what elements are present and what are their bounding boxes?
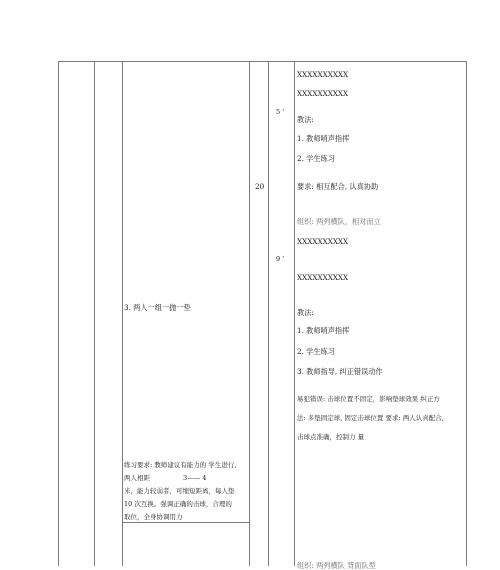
method-step: 1. 教师哨声指挥 <box>297 326 350 335</box>
requirement-line: 两人相距 3—— 4 <box>124 474 207 482</box>
col-border-3 <box>122 61 123 566</box>
col-border-7 <box>466 61 467 566</box>
method-heading: 教法: <box>297 115 314 124</box>
method-step: 1. 教师哨声指挥 <box>297 134 350 143</box>
method-step: 2. 学生练习 <box>297 154 335 163</box>
formation-row: XXXXXXXXXX <box>297 89 349 98</box>
requirement-note: 要求: 相互配合, 认真协助 <box>297 182 379 191</box>
method-heading: 教法: <box>297 308 314 317</box>
cell-divider <box>122 522 249 523</box>
table-top-border <box>58 61 466 62</box>
organization-note-cut: 组织: 两列横队 背面队型 <box>297 561 376 570</box>
col-border-4 <box>249 61 250 566</box>
requirement-line: 10 次互换。强调正确的击球，合理的 <box>124 500 232 508</box>
col-border-2 <box>94 61 95 566</box>
organization-note: 组织: 两列横队，相对而立 <box>297 217 381 226</box>
method-step: 3. 教师指导, 纠正错误动作 <box>297 367 383 376</box>
col-border-5 <box>268 61 269 566</box>
formation-row: XXXXXXXXXX <box>297 273 349 282</box>
requirement-line: 练习要求: 教师建议有能力的 学生进行, <box>124 461 237 469</box>
time-part-2: 9 ’ <box>276 255 285 263</box>
requirement-line: 取位，全身协调用力 <box>124 513 183 521</box>
method-step: 2. 学生练习 <box>297 347 335 356</box>
requirement-line: 米，能力较弱者，可缩短距离，每人垫 <box>124 487 235 495</box>
error-line: 易犯错误: 击球位置不固定，影响垫球效果 纠正方 <box>297 395 440 403</box>
time-total: 20 <box>255 182 265 191</box>
error-line: 击球点准确，控制力 量 <box>297 433 365 441</box>
formation-row: XXXXXXXXXX <box>297 70 349 79</box>
time-part-1: 5 ’ <box>276 108 285 116</box>
activity-title: 3. 两人一组一抛一垫 <box>124 303 191 312</box>
formation-row: XXXXXXXXXX <box>297 237 349 246</box>
error-line: 法: 多垫固定球, 固定击球位置 要求: 两人认真配合, <box>297 414 444 422</box>
col-border-1 <box>58 61 59 566</box>
col-border-6 <box>294 61 295 566</box>
